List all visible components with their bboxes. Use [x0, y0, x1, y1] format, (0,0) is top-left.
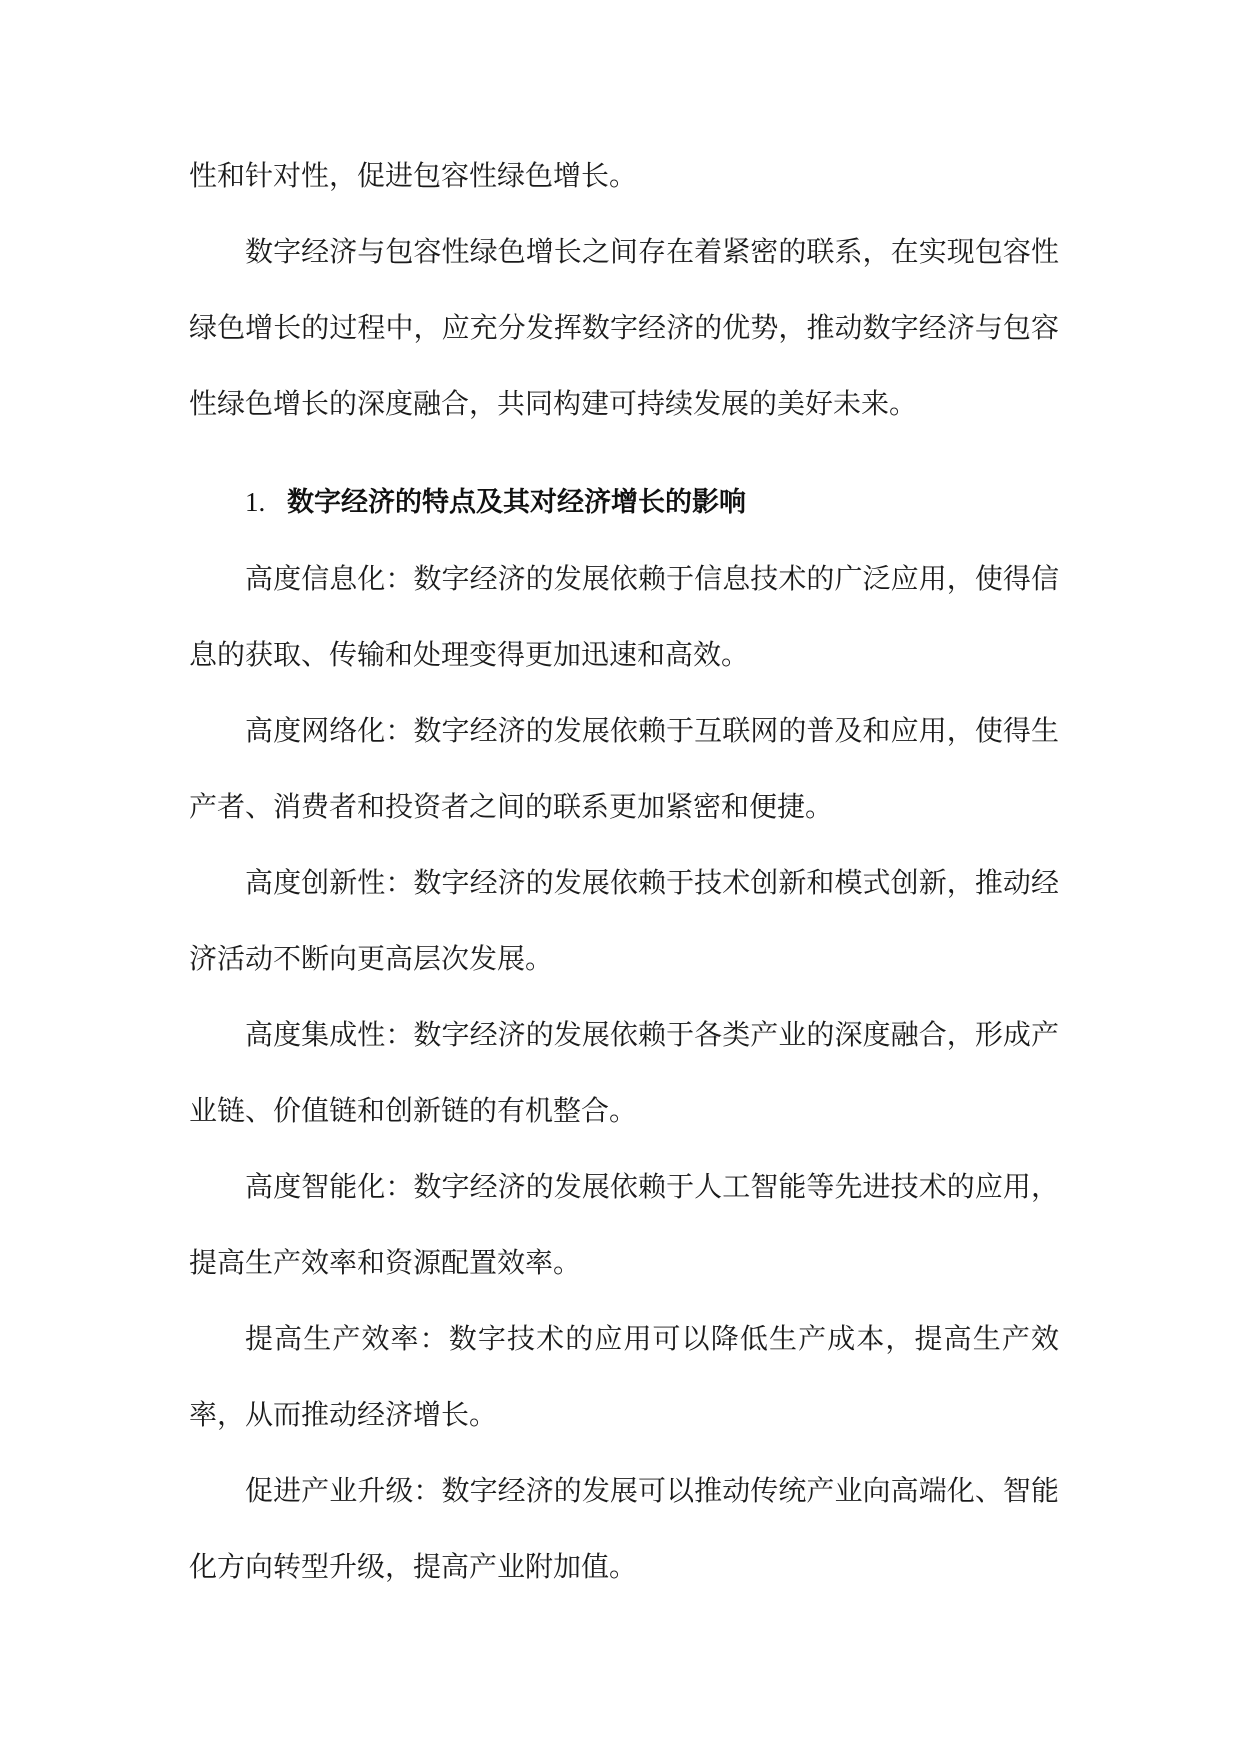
- intro-paragraph: 数字经济与包容性绿色增长之间存在着紧密的联系，在实现包容性绿色增长的过程中，应充分发挥数字经济的优势，推动数字经济与包容性绿色增长的深度融合，共同构建可持续发展的美好未来。: [189, 235, 1059, 420]
- document-body: [189, 138, 1059, 1605]
- body-paragraph-networking: 高度网络化：数字经济的发展依赖于互联网的普及和应用，使得生产者、消费者和投资者之间的联系更加紧密和便捷。: [189, 714, 1059, 823]
- body-paragraph-informatization: 高度信息化：数字经济的发展依赖于信息技术的广泛应用，使得信息的获取、传输和处理变得更加迅速和高效。: [189, 562, 1059, 671]
- continued-paragraph: 性和针对性，促进包容性绿色增长。: [189, 159, 638, 192]
- section-title: 数字经济的特点及其对经济增长的影响: [287, 487, 746, 518]
- body-paragraph-integration: 高度集成性：数字经济的发展依赖于各类产业的深度融合，形成产业链、价值链和创新链的有机整合。: [189, 1018, 1059, 1127]
- body-paragraph-efficiency: 提高生产效率：数字技术的应用可以降低生产成本，提高生产效率，从而推动经济增长。: [189, 1322, 1059, 1431]
- body-paragraph-innovation: 高度创新性：数字经济的发展依赖于技术创新和模式创新，推动经济活动不断向更高层次发展。: [189, 866, 1059, 975]
- body-paragraph-upgrading: 促进产业升级：数字经济的发展可以推动传统产业向高端化、智能化方向转型升级，提高产业附加值。: [189, 1474, 1059, 1583]
- section-heading: [189, 464, 1059, 541]
- section-number: 1.: [245, 487, 266, 517]
- body-paragraph-intelligence: 高度智能化：数字经济的发展依赖于人工智能等先进技术的应用，提高生产效率和资源配置效率。: [189, 1170, 1059, 1279]
